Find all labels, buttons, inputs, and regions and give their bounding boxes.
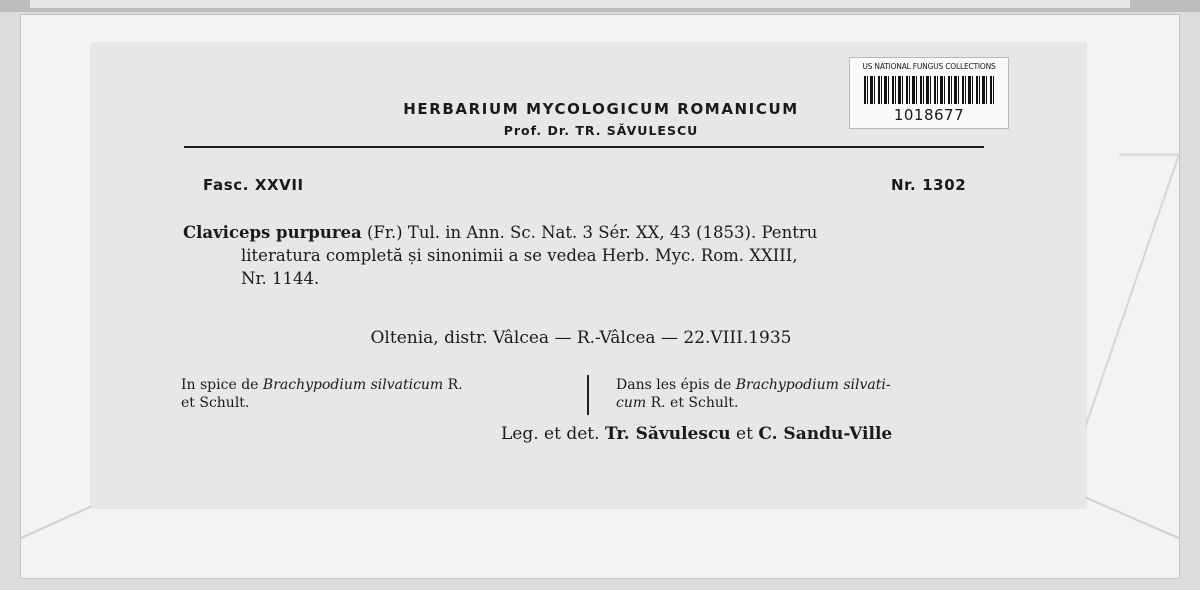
citation-line-1 [183,221,1013,244]
host-ro-prefix: In spice de [181,377,263,393]
species-name: Claviceps purpurea [183,223,362,242]
host-fr-name-2: cum [616,395,647,411]
host-ro-suffix: R. [443,377,463,393]
host-fr-suffix: R. et Schult. [646,395,739,411]
specimen-envelope [20,14,1180,579]
specimen-number: Nr. 1302 [891,176,967,194]
barcode-icon [864,76,996,104]
collectors-line [501,424,1001,444]
host-french [616,376,1016,412]
taxon-citation [183,221,1013,290]
host-fr-prefix: Dans les épis de [616,377,736,393]
collector-1: Tr. Săvulescu [604,424,731,444]
herbarium-label [91,43,1086,508]
citation-authority: (Fr.) Tul. in Ann. Sc. Nat. 3 Sér. XX, 43 (1853). Pentru [361,223,818,242]
collectors-joiner: et [730,424,759,444]
barcode-label [849,57,1009,129]
host-french-line-2 [616,394,1016,412]
fascicle-number: Fasc. XXVII [203,176,304,194]
collector-2: C. Sandu-Ville [758,424,893,444]
host-ro-name: Brachypodium silvaticum [262,377,444,393]
locality-date: Oltenia, distr. Vâlcea — R.-Vâlcea — 22.VIII.1935 [370,328,792,348]
host-romanian [181,376,566,412]
host-romanian-line-1 [181,376,566,394]
host-french-line-1 [616,376,1016,394]
barcode-number: 1018677 [893,106,965,124]
herbarium-title: HERBARIUM MYCOLOGICUM ROMANICUM [403,100,799,118]
collectors-prefix: Leg. et det. [501,424,605,444]
sheet-edge [30,0,1130,8]
host-fr-name-1: Brachypodium silvati- [735,377,891,393]
host-romanian-line-2: et Schult. [181,395,250,411]
curator-name: Prof. Dr. TR. SĂVULESCU [503,123,699,138]
host-divider [587,375,589,415]
barcode-caption: US NATIONAL FUNGUS COLLECTIONS [862,62,996,71]
header-divider [184,146,984,148]
citation-line-2: literatura completă și sinonimii a se vedea Herb. Myc. Rom. XXIII, [241,246,798,265]
citation-line-3: Nr. 1144. [241,269,320,288]
background-sheet-strip [0,0,1200,12]
